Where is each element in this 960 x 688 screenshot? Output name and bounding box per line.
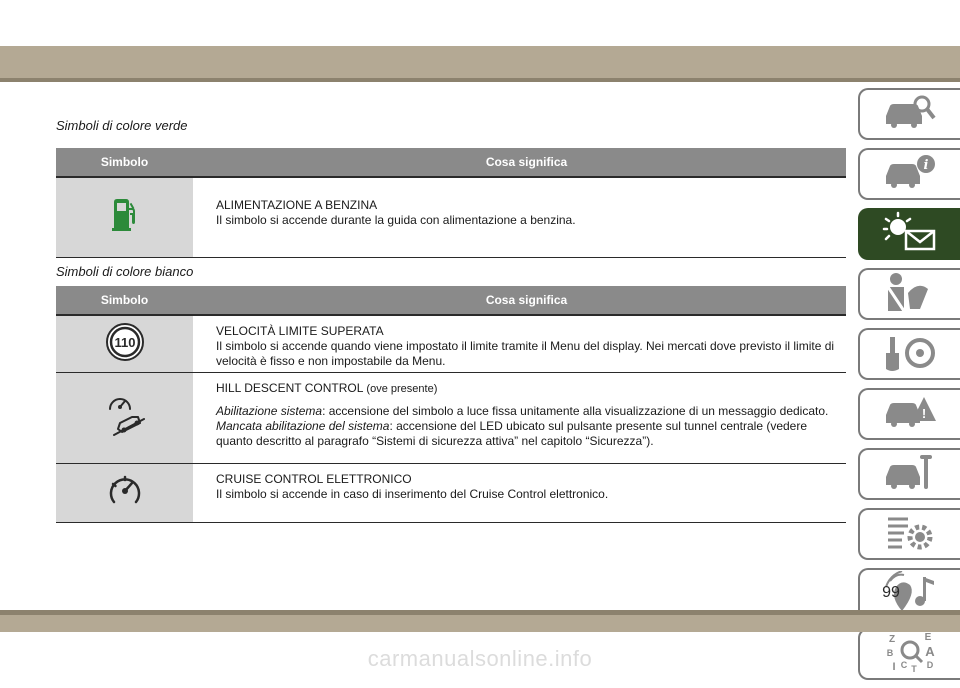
car-service-icon bbox=[882, 451, 938, 498]
symbol-title: VELOCITÀ LIMITE SUPERATA bbox=[216, 324, 384, 338]
meaning-cell bbox=[193, 464, 846, 522]
white-section-heading: Simboli di colore bianco bbox=[56, 264, 194, 279]
meaning-cell bbox=[193, 316, 846, 372]
table-header bbox=[56, 286, 846, 316]
symbol-title: CRUISE CONTROL ELETTRONICO bbox=[216, 472, 412, 486]
symbol-cell bbox=[56, 178, 193, 257]
cruise-control-icon bbox=[105, 471, 145, 516]
index-letter: E bbox=[924, 631, 932, 643]
svg-text:i: i bbox=[923, 157, 929, 173]
table-row bbox=[56, 373, 846, 464]
table-row bbox=[56, 464, 846, 523]
disabled-description: Mancata abilitazione del sistema: accensione del LED ubicato sul pulsante presente sul tunnel centrale (vedere quanto descritto al paragrafo “Sistemi di sicurezza attiva” nel capitolo “Sicurezza”). bbox=[216, 419, 808, 448]
tab-technical-specs[interactable] bbox=[858, 508, 960, 560]
speed-limit-value: 110 bbox=[114, 334, 135, 350]
seatbelt-airbag-icon bbox=[882, 271, 938, 318]
key-steering-wheel-icon bbox=[882, 331, 938, 378]
green-symbols-table bbox=[56, 148, 846, 258]
index-letter: T bbox=[911, 663, 917, 674]
footer-band bbox=[0, 615, 960, 632]
header-meaning: Cosa significa bbox=[485, 293, 568, 307]
car-info-icon bbox=[882, 152, 938, 197]
warning-light-message-icon bbox=[880, 211, 940, 258]
hill-descent-icon bbox=[100, 393, 150, 444]
meaning-cell bbox=[193, 373, 846, 463]
car-search-icon bbox=[882, 92, 938, 137]
tab-emergency[interactable] bbox=[858, 388, 960, 440]
index-letter: A bbox=[925, 643, 935, 659]
specs-gear-icon bbox=[882, 511, 938, 558]
index-letter: C bbox=[900, 659, 908, 670]
index-letter: Z bbox=[888, 633, 896, 645]
header-rule bbox=[0, 78, 960, 82]
symbol-cell bbox=[56, 316, 193, 372]
meaning-cell bbox=[193, 178, 846, 257]
symbol-cell bbox=[56, 373, 193, 463]
header-band bbox=[0, 46, 960, 78]
white-symbols-table bbox=[56, 286, 846, 523]
table-row bbox=[56, 316, 846, 373]
symbol-description: Il simbolo si accende quando viene impostato il limite tramite il Menu del display. Nei mercati dove previsto il limite di velocità è fisso e non impostabile da Menu. bbox=[216, 339, 835, 368]
car-emergency-icon bbox=[882, 391, 938, 438]
symbol-title: HILL DESCENT CONTROL (ove presente) bbox=[216, 381, 438, 395]
symbol-cell bbox=[56, 464, 193, 522]
symbol-description: Il simbolo si accende durante la guida con alimentazione a benzina. bbox=[216, 213, 576, 227]
fuel-pump-icon bbox=[112, 198, 138, 237]
svg-text:!: ! bbox=[921, 405, 927, 421]
index-letter: I bbox=[892, 660, 896, 673]
header-meaning: Cosa significa bbox=[485, 155, 568, 169]
header-symbol: Simbolo bbox=[100, 293, 149, 307]
table-header bbox=[56, 148, 846, 178]
tab-car-info[interactable] bbox=[858, 148, 960, 200]
page-number: 99 bbox=[882, 584, 900, 601]
speed-limit-icon bbox=[105, 322, 145, 367]
symbol-title: ALIMENTAZIONE A BENZINA bbox=[216, 198, 378, 212]
enabled-description: Abilitazione sistema: accensione del simbolo a luce fissa unitamente alla visualizzazione di un messaggio dedicato. bbox=[216, 404, 829, 418]
tab-safety[interactable] bbox=[858, 268, 960, 320]
tab-maintenance[interactable] bbox=[858, 448, 960, 500]
index-letter: B bbox=[886, 647, 894, 658]
watermark: carmanualsonline.info bbox=[367, 646, 593, 671]
tab-car-search[interactable] bbox=[858, 88, 960, 140]
tab-warning-lights[interactable] bbox=[858, 208, 960, 260]
header-symbol: Simbolo bbox=[100, 155, 149, 169]
green-section-heading: Simboli di colore verde bbox=[56, 118, 188, 133]
table-row bbox=[56, 178, 846, 258]
tab-starting-driving[interactable] bbox=[858, 328, 960, 380]
index-letter: D bbox=[926, 659, 934, 670]
symbol-description: Il simbolo si accende in caso di inserimento del Cruise Control elettronico. bbox=[216, 487, 609, 501]
